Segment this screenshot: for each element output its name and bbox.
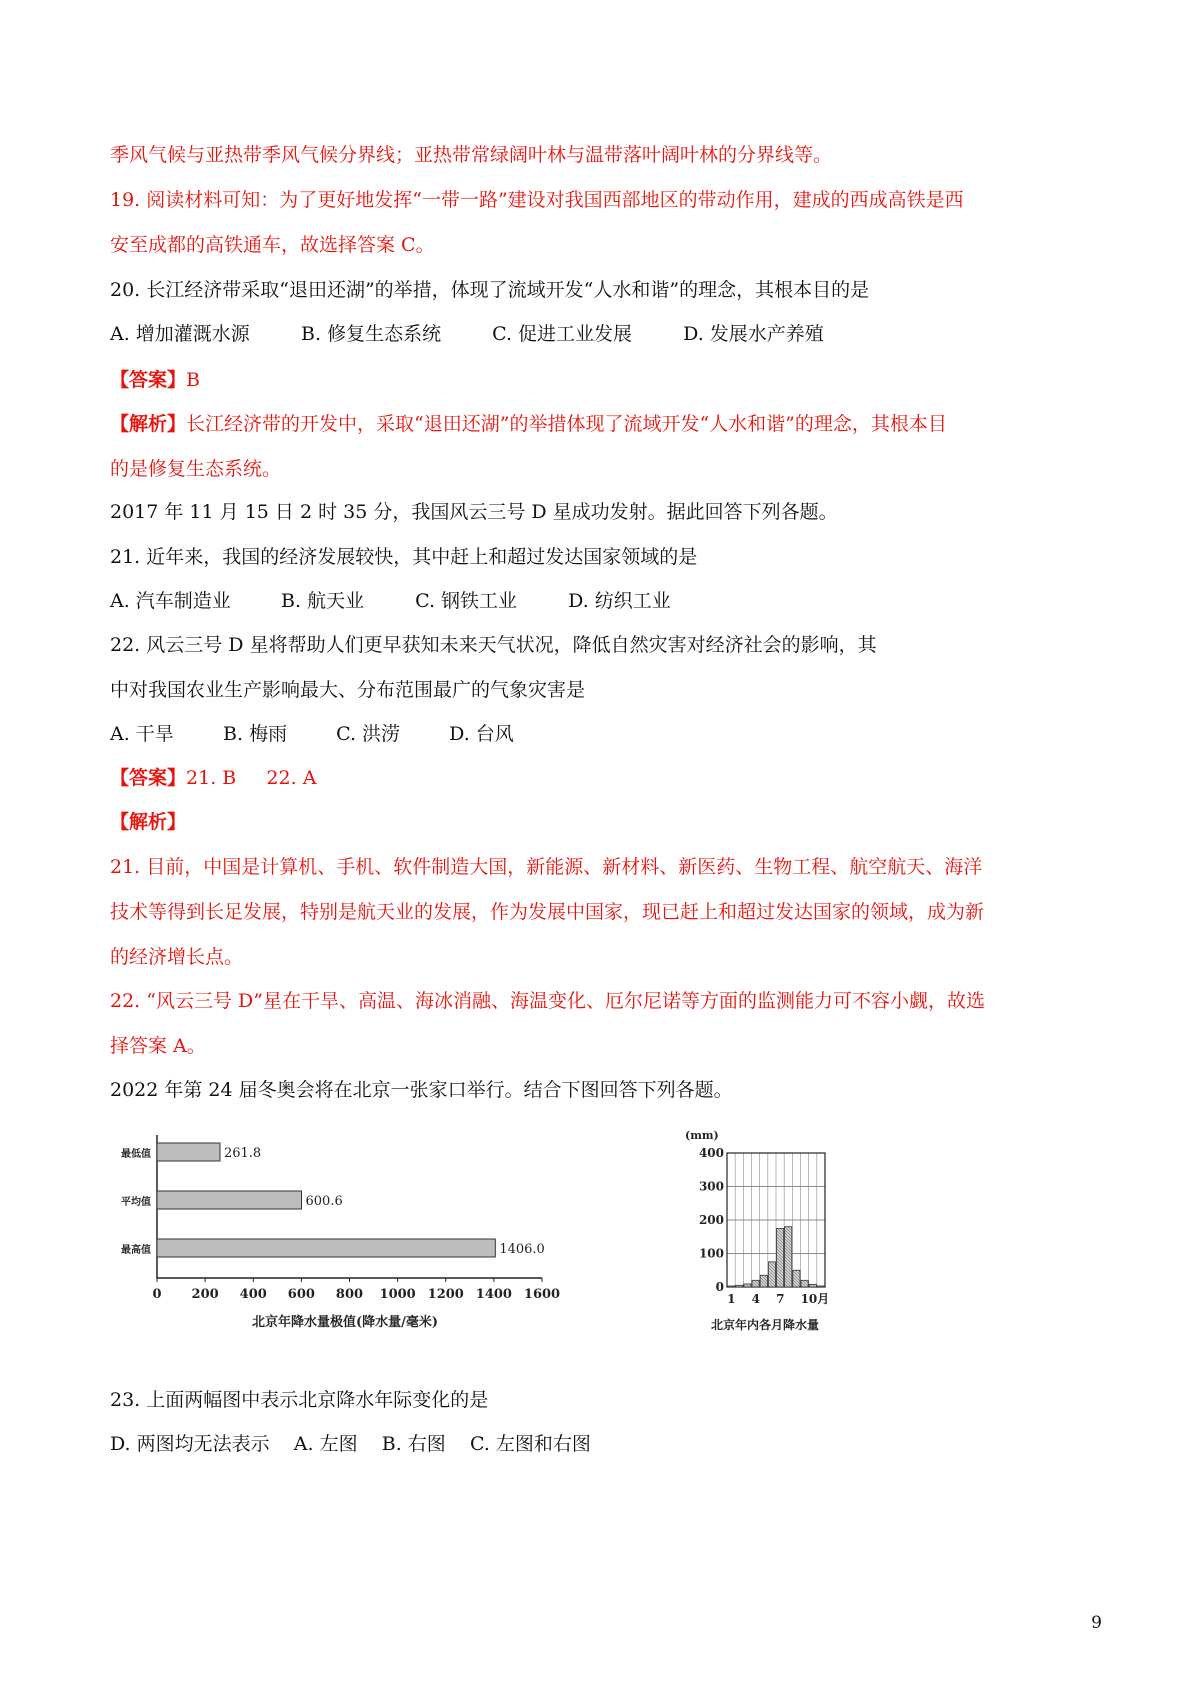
bar [744, 1284, 751, 1287]
bar [809, 1284, 816, 1287]
bar [817, 1286, 824, 1287]
q22-option-d: D. 台风 [449, 723, 514, 745]
y-tick-label: 200 [698, 1213, 724, 1227]
bar [752, 1280, 759, 1287]
bar [777, 1228, 784, 1287]
q20-option-c: C. 促进工业发展 [492, 323, 633, 345]
x-tick-label: 200 [191, 1287, 219, 1302]
x-tick-label: 1400 [475, 1287, 512, 1302]
explanation-22-line-1: 22. “风云三号 D”星在干旱、高温、海冰消融、海温变化、厄尔尼诺等方面的监测能力可不容小觑，故选 [110, 990, 985, 1012]
answer-value: B [186, 369, 200, 391]
explanation-tag: 【解析】 [110, 413, 187, 435]
y-tick-label: 300 [698, 1179, 724, 1194]
intro-23: 2022 年第 24 届冬奥会将在北京一张家口举行。结合下图回答下列各题。 [110, 1079, 733, 1101]
q20-option-b: B. 修复生态系统 [301, 323, 442, 345]
answer-tag: 【答案】 [110, 767, 187, 789]
annual-precip-extremes-chart [100, 1130, 620, 1370]
x-tick-label: 10月 [800, 1292, 830, 1306]
answer-value: 21. B 22. A [186, 767, 317, 789]
explanation-21-line-2: 技术等得到长足发展，特别是航天业的发展，作为发展中国家，现已赶上和超过发达国家的领域，成为新 [110, 901, 985, 923]
x-tick-label: 800 [335, 1287, 364, 1302]
x-axis-label: 北京年内各月降水量 [710, 1318, 820, 1332]
bar [768, 1262, 775, 1287]
x-tick-label: 1600 [523, 1287, 561, 1302]
question-20-options [110, 322, 824, 346]
answer-19-line-2: 安至成都的高铁通车，故选择答案 C。 [110, 234, 435, 256]
bar [157, 1239, 495, 1257]
explanation-20-line-1 [110, 412, 947, 436]
x-tick-label: 600 [287, 1287, 315, 1302]
x-tick-label: 1000 [379, 1287, 416, 1302]
y-tick-label: 0 [715, 1280, 724, 1294]
x-tick-label: 4 [751, 1292, 760, 1306]
q22-option-b: B. 梅雨 [223, 723, 288, 745]
q21-option-c: C. 钢铁工业 [415, 590, 518, 612]
x-axis-label: 北京年降水量极值(降水量/毫米) [251, 1315, 439, 1330]
answer-tag: 【答案】 [110, 369, 187, 391]
q21-option-d: D. 纺织工业 [568, 590, 671, 612]
y-tick-label: 400 [698, 1146, 724, 1160]
question-23: 23. 上面两幅图中表示北京降水年际变化的是 [110, 1389, 489, 1411]
monthly-precip-chart [685, 1125, 910, 1375]
category-label: 最低值 [121, 1149, 151, 1160]
q22-option-c: C. 洪涝 [336, 723, 401, 745]
question-21: 21. 近年来，我国的经济发展较快，其中赶上和超过发达国家领域的是 [110, 546, 698, 568]
answer-19-line-1: 19. 阅读材料可知：为了更好地发挥“一带一路”建设对我国西部地区的带动作用，建成的西成高铁是西 [110, 189, 964, 211]
answer-21-22 [110, 766, 316, 790]
bar [785, 1227, 792, 1287]
x-tick-label: 1200 [427, 1287, 464, 1302]
x-tick-label: 7 [776, 1292, 785, 1306]
x-tick-label: 1 [727, 1292, 736, 1306]
question-21-options [110, 589, 671, 613]
bar [793, 1270, 800, 1287]
answer-20 [110, 368, 200, 392]
explanation-22-line-2: 择答案 A。 [110, 1035, 206, 1057]
bar [736, 1285, 743, 1287]
explanation-21-line-3: 的经济增长点。 [110, 946, 244, 968]
intro-21: 2017 年 11 月 15 日 2 时 35 分，我国风云三号 D 星成功发射。据此回答下列各题。 [110, 501, 838, 523]
x-tick-label: 400 [239, 1287, 267, 1302]
bar [801, 1280, 808, 1287]
q20-option-d: D. 发展水产养殖 [683, 323, 824, 345]
explanation-21-line-1: 21. 目前，中国是计算机、手机、软件制造大国，新能源、新材料、新医药、生物工程、航空航天、海洋 [110, 856, 983, 878]
question-22-line-2: 中对我国农业生产影响最大、分布范围最广的气象灾害是 [110, 679, 586, 701]
text-line-1: 季风气候与亚热带季风气候分界线；亚热带常绿阔叶林与温带落叶阔叶林的分界线等。 [110, 144, 833, 166]
explanation-20-line-2: 的是修复生态系统。 [110, 458, 282, 480]
q21-option-a: A. 汽车制造业 [110, 590, 231, 612]
explanation-text: 长江经济带的开发中，采取“退田还湖”的举措体现了流域开发“人水和谐”的理念，其根本目 [186, 413, 947, 435]
q20-option-a: A. 增加灌溉水源 [110, 323, 250, 345]
question-20: 20. 长江经济带采取“退田还湖”的举措，体现了流域开发“人水和谐”的理念，其根本目的是 [110, 279, 870, 301]
bar [760, 1275, 767, 1287]
bar [728, 1286, 735, 1287]
q22-option-a: A. 干旱 [110, 723, 174, 745]
value-label: 1406.0 [499, 1242, 545, 1257]
question-22-options [110, 722, 514, 746]
explanation-tag: 【解析】 [110, 811, 187, 833]
bar [157, 1143, 220, 1161]
question-22-line-1: 22. 风云三号 D 星将帮助人们更早获知未来天气状况，降低自然灾害对经济社会的影响，其 [110, 634, 877, 656]
q21-option-b: B. 航天业 [281, 590, 365, 612]
value-label: 600.6 [305, 1194, 343, 1209]
y-unit-label: (mm) [685, 1129, 719, 1142]
category-label: 平均值 [121, 1197, 151, 1208]
y-tick-label: 100 [698, 1246, 724, 1261]
bar [157, 1191, 302, 1209]
value-label: 261.8 [223, 1146, 262, 1161]
question-23-options: D. 两图均无法表示 A. 左图 B. 右图 C. 左图和右图 [110, 1433, 591, 1455]
page-number: 9 [1091, 1613, 1102, 1633]
x-tick-label: 0 [152, 1287, 162, 1302]
category-label: 最高值 [121, 1245, 151, 1256]
